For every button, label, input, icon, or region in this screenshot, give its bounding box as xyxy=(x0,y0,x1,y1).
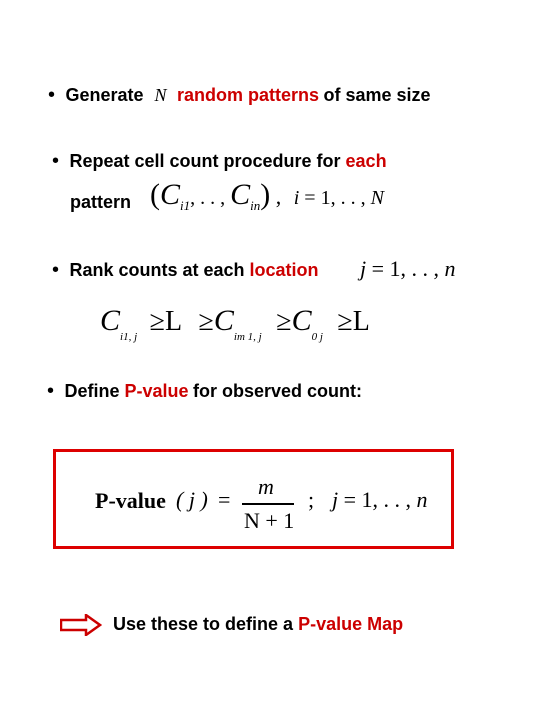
formula-paren-open: ( xyxy=(150,178,160,211)
formula-patterns xyxy=(150,178,384,212)
rank-sub3: 0 j xyxy=(311,331,323,343)
formula-range: = 1, . . , xyxy=(299,187,371,209)
pvalue-arg: ( j ) xyxy=(176,487,208,512)
rank-ge-l1: ≥L xyxy=(149,306,183,337)
footer-highlight: P-value Map xyxy=(298,614,404,634)
pvalue-label: P-value xyxy=(95,488,166,513)
formula-sub-i1: i1 xyxy=(180,198,191,213)
bullet-2-line2: pattern xyxy=(70,192,132,212)
formula-paren-close: ) xyxy=(260,178,271,211)
rank-c2: C xyxy=(213,304,234,337)
rank-ge2: ≥ xyxy=(198,306,214,337)
rank-sub2: im 1, j xyxy=(233,331,262,343)
formula-i: i xyxy=(293,187,300,209)
bullet-1-highlight: random patterns xyxy=(176,85,320,105)
formula2-range: = 1, . . , xyxy=(366,256,445,281)
formula2-n: n xyxy=(444,256,456,281)
formula-c2: C xyxy=(230,178,251,211)
bullet-3-text-pre: Rank counts at each xyxy=(69,260,250,280)
pvalue-n: n xyxy=(416,487,428,512)
rank-sub1: i1, j xyxy=(120,331,138,343)
bullet-3 xyxy=(52,259,319,282)
bullet-2-text-pre: Repeat cell count procedure for xyxy=(69,151,346,171)
formula-location-range xyxy=(360,256,456,282)
bullet-icon: • xyxy=(48,84,56,106)
formula-sub-in: in xyxy=(250,198,261,213)
pvalue-eq: = xyxy=(218,487,231,512)
bullet-1-text-pre: Generate xyxy=(65,85,149,105)
bullet-1-var-n: N xyxy=(154,85,167,105)
rank-ge3: ≥ xyxy=(276,306,292,337)
pvalue-range xyxy=(332,487,428,513)
footer-text-pre: Use these to define a xyxy=(113,614,299,634)
formula-ranking xyxy=(100,304,370,343)
pvalue-j: j xyxy=(332,487,339,512)
bullet-3-highlight: location xyxy=(249,260,319,280)
footer-line xyxy=(113,614,403,635)
bullet-4 xyxy=(47,380,362,403)
bullet-icon: • xyxy=(52,259,60,281)
formula-n: N xyxy=(370,187,384,209)
formula2-j: j xyxy=(360,256,367,281)
formula-c: C xyxy=(160,178,181,211)
right-arrow-icon xyxy=(60,614,102,641)
pvalue-fraction-bar xyxy=(242,503,294,505)
formula-comma: , xyxy=(270,184,282,209)
pvalue-denominator: N + 1 xyxy=(244,508,295,533)
bullet-2-highlight: each xyxy=(345,151,387,171)
bullet-icon: • xyxy=(52,150,60,172)
bullet-4-text-post: for observed count: xyxy=(192,381,362,401)
rank-c1: C xyxy=(100,304,121,337)
bullet-2 xyxy=(52,150,387,173)
rank-c3: C xyxy=(291,304,312,337)
bullet-1 xyxy=(48,84,431,107)
rank-ge-l2: ≥L xyxy=(337,306,370,337)
pvalue-semicolon: ; xyxy=(308,487,315,512)
bullet-4-text-pre: Define xyxy=(64,381,125,401)
pvalue-range-text: = 1, . . , xyxy=(338,487,417,512)
formula-dots: , . . , xyxy=(190,187,231,209)
pvalue-numerator: m xyxy=(258,474,274,499)
bullet-4-highlight: P-value xyxy=(124,381,189,401)
bullet-1-text-post: of same size xyxy=(323,85,431,105)
bullet-icon: • xyxy=(47,380,55,402)
